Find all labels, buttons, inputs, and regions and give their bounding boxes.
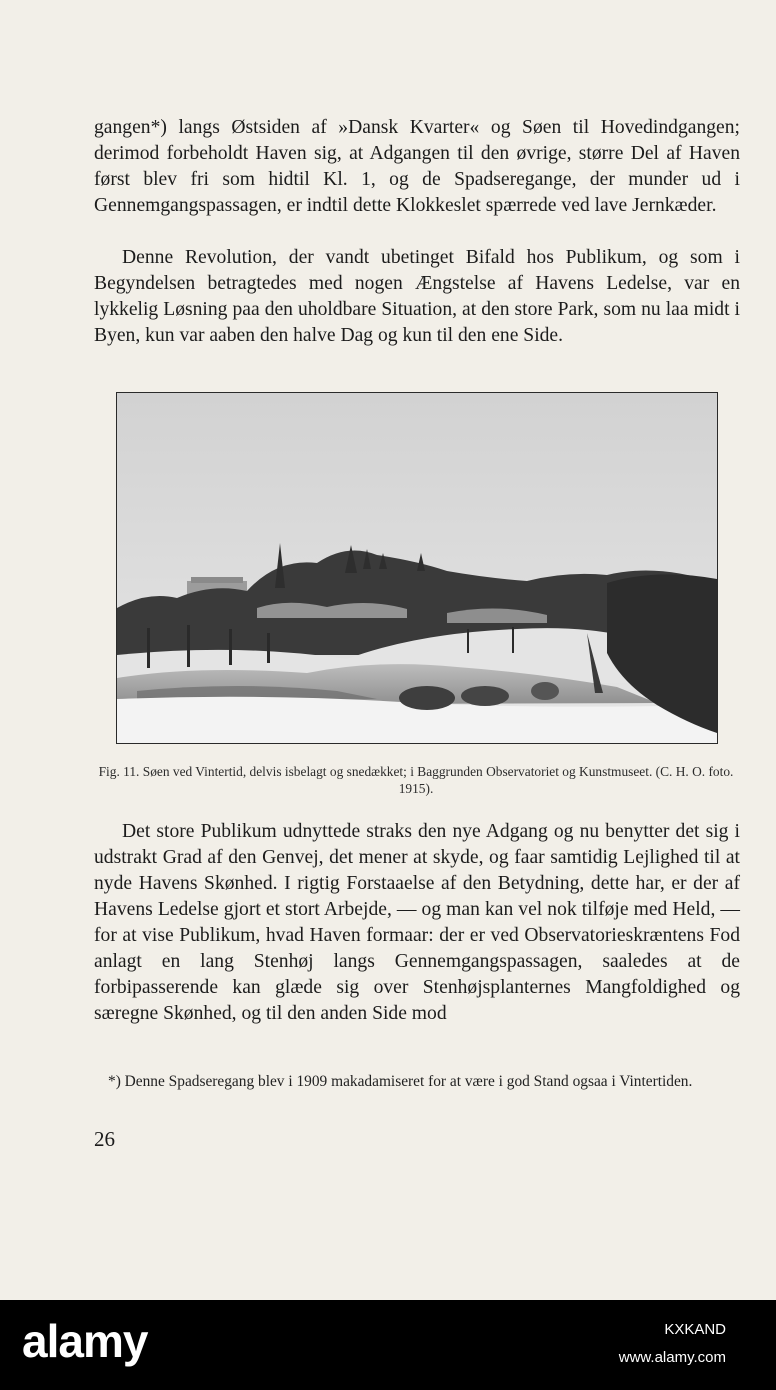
paragraph-2: Denne Revolution, der vandt ubetinget Bifald hos Publikum, og som i Begyndelsen betragtedes med nogen Ængstelse af Havens Ledelse, var en lykkelig Løsning paa den uholdbare Situation, at den store Park, som nu laa midt i Byen, kun var aaben den halve Dag og kun til den ene Side. xyxy=(94,247,740,346)
footnote: *) Denne Spadseregang blev i 1909 makadamiseret for at være i god Stand ogsaa i Vintertiden. xyxy=(108,1073,693,1090)
stock-url: www.alamy.com xyxy=(618,1349,726,1366)
figure-caption: Fig. 11. Søen ved Vintertid, delvis isbelagt og snedækket; i Baggrunden Observatoriet og Kunstmuseet. (C. H. O. foto. 1915). xyxy=(98,764,734,796)
page-number: 26 xyxy=(94,1127,115,1151)
stock-image-id: KXKAND xyxy=(664,1321,726,1338)
paragraph-1: gangen*) langs Østsiden af »Dansk Kvarter« og Søen til Hovedindgangen; derimod forbeholdt Haven sig, at Adgangen til den øvrige, større Del af Haven først blev fri som hidtil Kl. 1, og de Spadseregange, der munder ud i Gennemgangspassagen, er indtil dette Klokkeslet spærrede ved lave Jernkæder. xyxy=(94,117,740,216)
alamy-logo: alamy xyxy=(22,1315,148,1367)
winter-lake-photo xyxy=(116,392,718,744)
paragraph-3: Det store Publikum udnyttede straks den nye Adgang og nu benytter det sig i udstrakt Grad af den Genvej, det mener at skyde, og faar samtidig Lejlighed til at nyde Havens Skønhed. I rigtig Forstaaelse af den Betydning, dette har, er der af Havens Ledelse gjort et stort Arbejde, — og man kan vel nok tilføje med Held, — for at vise Publikum, hvad Haven formaar: der er ved Observatorieskræntens Fod anlagt en lang Stenhøj langs Gennemgangspassagen, saaledes at de forbipasserende kan glæde sig over Stenhøjsplanternes Mangfoldighed og særegne Skønhed, og til den anden Side mod xyxy=(94,821,740,1024)
stock-watermark-bar xyxy=(0,1300,776,1390)
